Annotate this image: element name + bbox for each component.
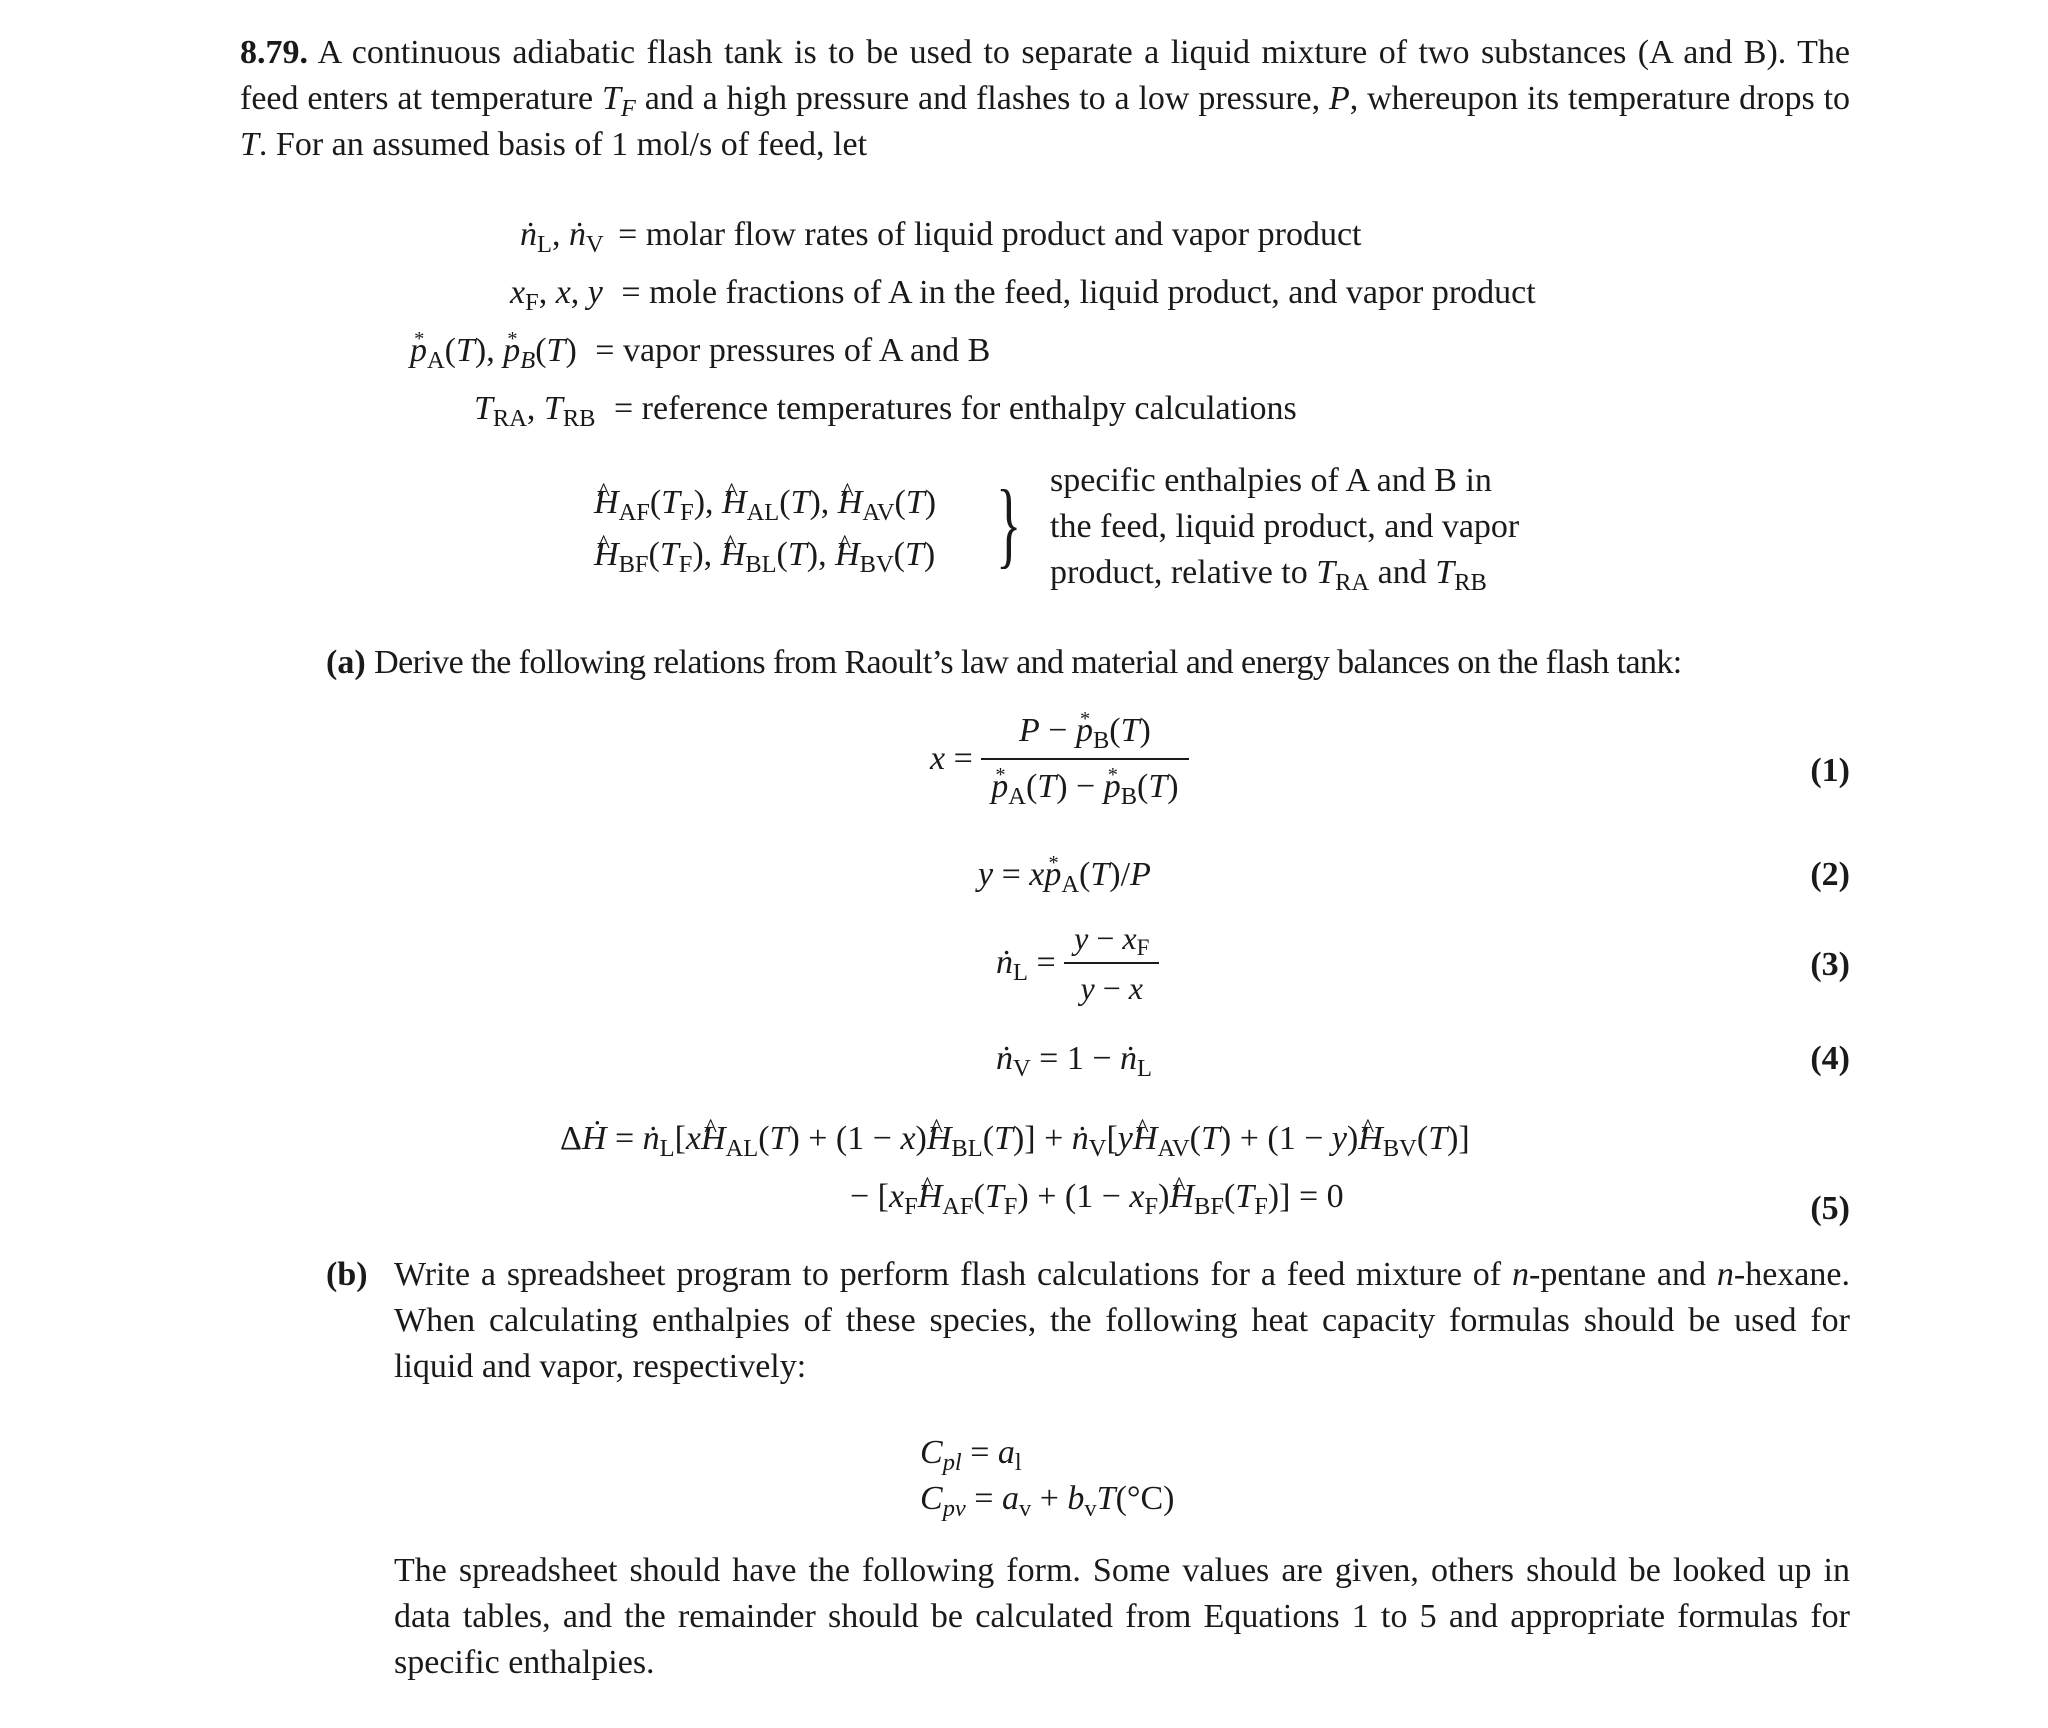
equation-3: ṅ$_L$ = $\frac{y - x_F}{y - x}$ (996, 918, 1159, 1008)
problem-intro: A continuous adiabatic flash tank is to be used to separate a liquid mixture of two substances (A and B). The feed enters at temperature (240, 34, 1851, 117)
definition-mole-fractions: $x_F$, x, y = mole fractions of A in the feed, liquid product, and vapor product (510, 274, 1536, 316)
definition-vapor-pressures: p $*_A(T)$, p $*_B(T)$ = vapor pressures of A and B (410, 328, 990, 374)
definition-flow-rates-text: = molar flow rates of liquid product and vapor product (618, 216, 1362, 253)
definition-flow-rates: ṅ$_L$, ṅ$_V$ = molar flow rates of liquid product and vapor product (520, 216, 1362, 258)
part-b-text: Write a spreadsheet program to perform flash calculations for a feed mixture of n-pentane and n-hexane. When calculating enthalpies of these species, the following heat capacity formulas should be used for liquid and vapor, respectively: (394, 1256, 1850, 1385)
definition-reference-temperatures: $T_{RA}$, $T_{RB}$ = reference temperatures for enthalpy calculations (474, 390, 1297, 432)
equation-1-number: (1) (1810, 752, 1850, 789)
part-a-text: Derive the following relations from Raoult’s law and material and energy balances on the flash tank: (374, 644, 1682, 681)
enthalpy-brace: } (996, 470, 1022, 577)
enthalpy-note (1050, 458, 1519, 596)
enthalpy-note-line-2: the feed, liquid product, and vapor (1050, 508, 1520, 545)
formula-vapor-heat-capacity: $C_{pv} = a_v + b_vT(^\circ C)$ (920, 1480, 1175, 1522)
part-b-label: (b) (326, 1256, 368, 1293)
closing-paragraph: The spreadsheet should have the following form. Some values are given, others should be looked up in data tables, and the remainder should be calculated from Equations 1 to 5 and appropriate formulas for specific enthalpies. (394, 1552, 1850, 1681)
enthalpy-symbols-b: ^ $H_{BF}(T_F)$, ^ $H_{BL}(T)$, ^ $H_{BV}(T)$ (594, 532, 935, 578)
symbol-tf: $T_F$ (601, 80, 636, 122)
equation-1: x = $\frac{P - p *_B(T)}{p *_A(T) - p *_B(T)}$ (930, 708, 1189, 810)
formula-liquid-heat-capacity: $C_{pl} = a_l$ (920, 1434, 1022, 1476)
problem-intro-3: whereupon its temperature drops to (1367, 80, 1851, 117)
equations-block (330, 706, 1850, 1226)
problem-intro-2: and a high pressure and flashes to a low pressure, (644, 80, 1321, 117)
part-a-label: (a) (326, 644, 366, 681)
definition-mole-fractions-text: = mole fractions of A in the feed, liquid product, and vapor product (621, 274, 1536, 311)
equation-5-line-2: − [$x_F\^{}$ $H_{AF}(T_F) + (1$ − $x_F)\^{}$ $H_{BF}(T_F)] = 0$ (850, 1174, 1344, 1220)
symbol-p: P (1328, 80, 1350, 117)
problem-statement: 8.79. A continuous adiabatic flash tank is to be used to separate a liquid mixture of two substances (A and B). The feed enters at temperature $T_F$ and a high pressure and flashes to a low pressure, P, whereupon its temperature drops to T. For an assumed basis of 1 mol/s of feed, let (240, 34, 1851, 163)
symbol-t: T (240, 126, 259, 163)
equation-4-number: (4) (1810, 1040, 1850, 1077)
enthalpy-note-line-3: product, relative to $T_{RA}$ and $T_{RB}$ (1050, 554, 1487, 596)
equation-2-number: (2) (1810, 856, 1850, 893)
equation-3-number: (3) (1810, 946, 1850, 983)
problem-number: 8.79. (240, 34, 308, 71)
definition-reference-temperatures-text: = reference temperatures for enthalpy calculations (614, 390, 1297, 427)
equation-5-number: (5) (1810, 1190, 1850, 1227)
equation-4: ṅ$_V$ = 1 − ṅ$_L$ (996, 1040, 1152, 1082)
enthalpy-symbols-a: ^ $H_{AF}(T_F)$, ^ $H_{AL}(T)$, ^ $H_{AV}(T)$ (594, 480, 936, 526)
problem-intro-4: . For an assumed basis of 1 mol/s of feed, let (258, 126, 868, 163)
equation-5-line-1: ΔḢ = ṅ$_L$[x^ $H_{AL}(T) + (1$ − x)^ $H_{BL}(T)$] + ṅ$_V$[y^ $H_{AV}(T) + (1$ − y)^ $H_{BV}(T)$] (560, 1116, 1470, 1162)
part-a (326, 640, 1682, 686)
definition-vapor-pressures-text: = vapor pressures of A and B (595, 332, 991, 369)
enthalpy-note-line-1: specific enthalpies of A and B in (1050, 462, 1492, 499)
equation-2: y = xp $*_A(T)/P$ (978, 852, 1151, 898)
